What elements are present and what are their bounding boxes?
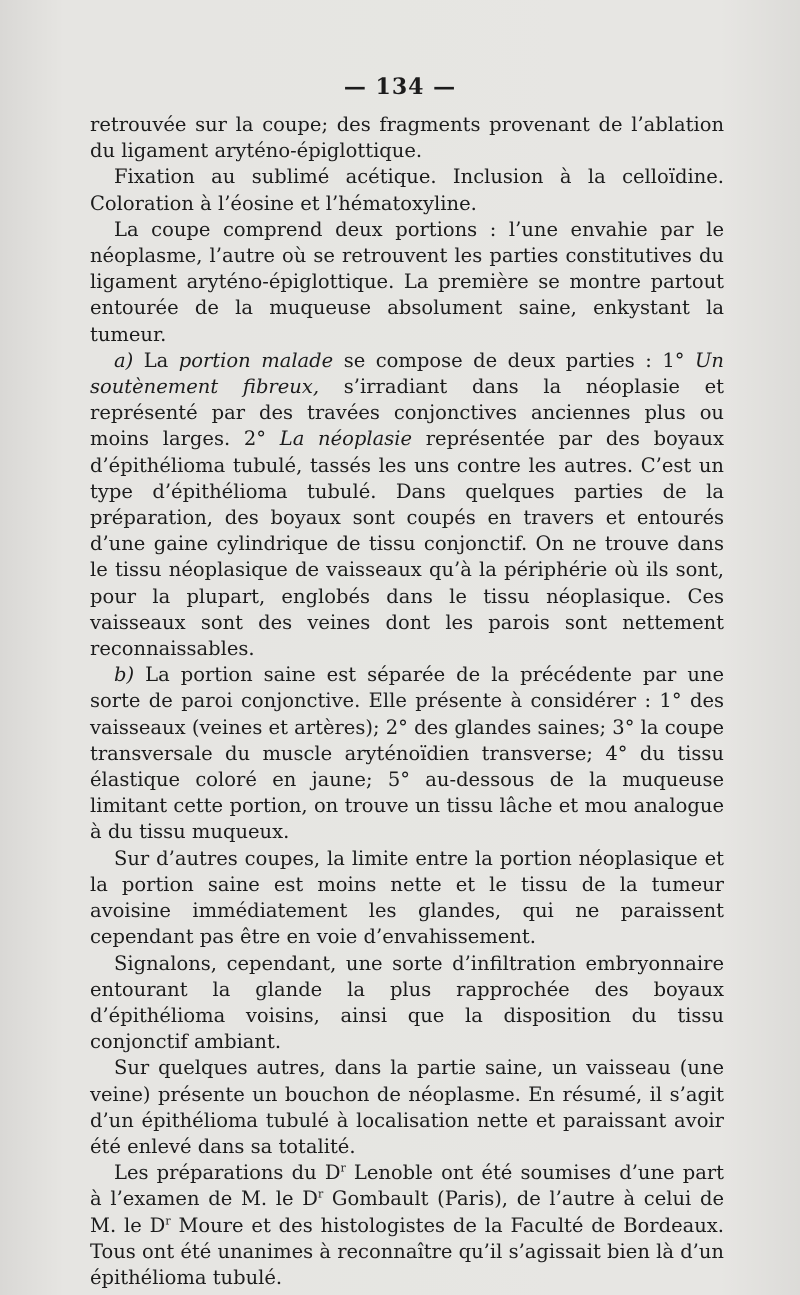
text-segment: b) xyxy=(114,663,135,687)
text-segment: r xyxy=(317,1187,324,1201)
text-segment: Lenoble ont été soumises d’une part à l’examen de M. le D xyxy=(90,1161,725,1211)
paragraph-p6 xyxy=(90,951,724,1056)
paragraph-p2 xyxy=(90,217,724,348)
text-segment: La néoplasie xyxy=(279,427,413,451)
text-segment: représentée par des boyaux d’épithélioma tubulé, tassés les uns contre les autres. C’est un type d’épithélioma tubulé. Dans quelques parties de la préparation, des boyaux sont coupés en travers et entourés d’une gaine cylindrique de tissu conjonctif. On ne trouve dans le tissu néoplasique de vaisseaux qu’à la périphérie où ils sont, pour la plupart, englobés dans le tissu néoplasique. Ces vaisseaux sont des veines dont les parois sont nettement reconnaissables. xyxy=(90,427,724,661)
paragraph-p4 xyxy=(90,662,724,845)
text-segment: s’irradiant dans la néoplasie et représenté par des travées conjonctives anciennes plus ou moins larges. 2° xyxy=(90,375,725,451)
paragraph-p1 xyxy=(90,164,724,216)
text-segment: se compose de deux parties : 1° xyxy=(333,348,695,372)
page-number: — 134 — xyxy=(343,74,457,100)
text-segment: a) xyxy=(114,348,134,372)
text-segment: Gombault (Paris), de l’autre à celui de M. le D xyxy=(90,1187,724,1237)
paragraph-p0 xyxy=(90,112,724,164)
text-segment: Fixation au sublimé acétique. Inclusion à la celloïdine. Coloration à l’éosine et l’hématoxyline. xyxy=(90,165,724,215)
text-segment: r xyxy=(165,1214,171,1228)
text-segment: r xyxy=(340,1161,346,1175)
text-segment: Signalons, cependant, une sorte d’infiltration embryonnaire entourant la glande la plus rapprochée des boyaux d’épithélioma voisins, ainsi que la disposition du tissu conjonctif ambiant. xyxy=(90,951,724,1054)
text-segment: portion malade xyxy=(178,348,334,372)
text-segment: La xyxy=(133,348,179,372)
text-segment: Un soutènement fibreux, xyxy=(90,348,724,399)
text-segment: La coupe comprend deux portions : l’une envahie par le néoplasme, l’autre où se retrouvent les parties constitutives du ligament aryténo-épiglottique. La première se montre partout entourée de la muqueuse absolument saine, enkystant la tumeur. xyxy=(90,217,724,346)
text-segment: Moure et des histologistes de la Faculté de Bordeaux. Tous ont été unanimes à reconnaître qu’il s’agissait bien là d’un épithélioma tubulé. xyxy=(90,1213,724,1289)
text-segment: Les préparations du D xyxy=(114,1161,341,1185)
paragraph-p8 xyxy=(90,1160,724,1291)
paragraph-p3 xyxy=(90,348,724,662)
paragraph-p7 xyxy=(90,1055,724,1160)
body-text xyxy=(90,112,724,1291)
text-segment: La portion saine est séparée de la précédente par une sorte de paroi conjonctive. Elle présente à considérer : 1° des vaisseaux (veines et artères); 2° des glandes saines; 3° la coupe transversale du muscle aryténoïdien transverse; 4° du tissu élastique coloré en jaune; 5° au-dessous de la muqueuse limitant cette portion, on trouve un tissu lâche et mou analogue à du tissu muqueux. xyxy=(90,663,724,844)
paragraph-p5 xyxy=(90,846,724,951)
text-segment: retrouvée sur la coupe; des fragments provenant de l’ablation du ligament aryténo-épiglottique. xyxy=(90,113,724,163)
text-segment: Sur d’autres coupes, la limite entre la portion néoplasique et la portion saine est moins nette et le tissu de la tumeur avoisine immédiatement les glandes, qui ne paraissent cependant pas être en voie d’envahissement. xyxy=(90,846,724,949)
text-segment: Sur quelques autres, dans la partie saine, un vaisseau (une veine) présente un bouchon de néoplasme. En résumé, il s’agit d’un épithélioma tubulé à localisation nette et paraissant avoir été enlevé dans sa totalité. xyxy=(90,1056,724,1158)
